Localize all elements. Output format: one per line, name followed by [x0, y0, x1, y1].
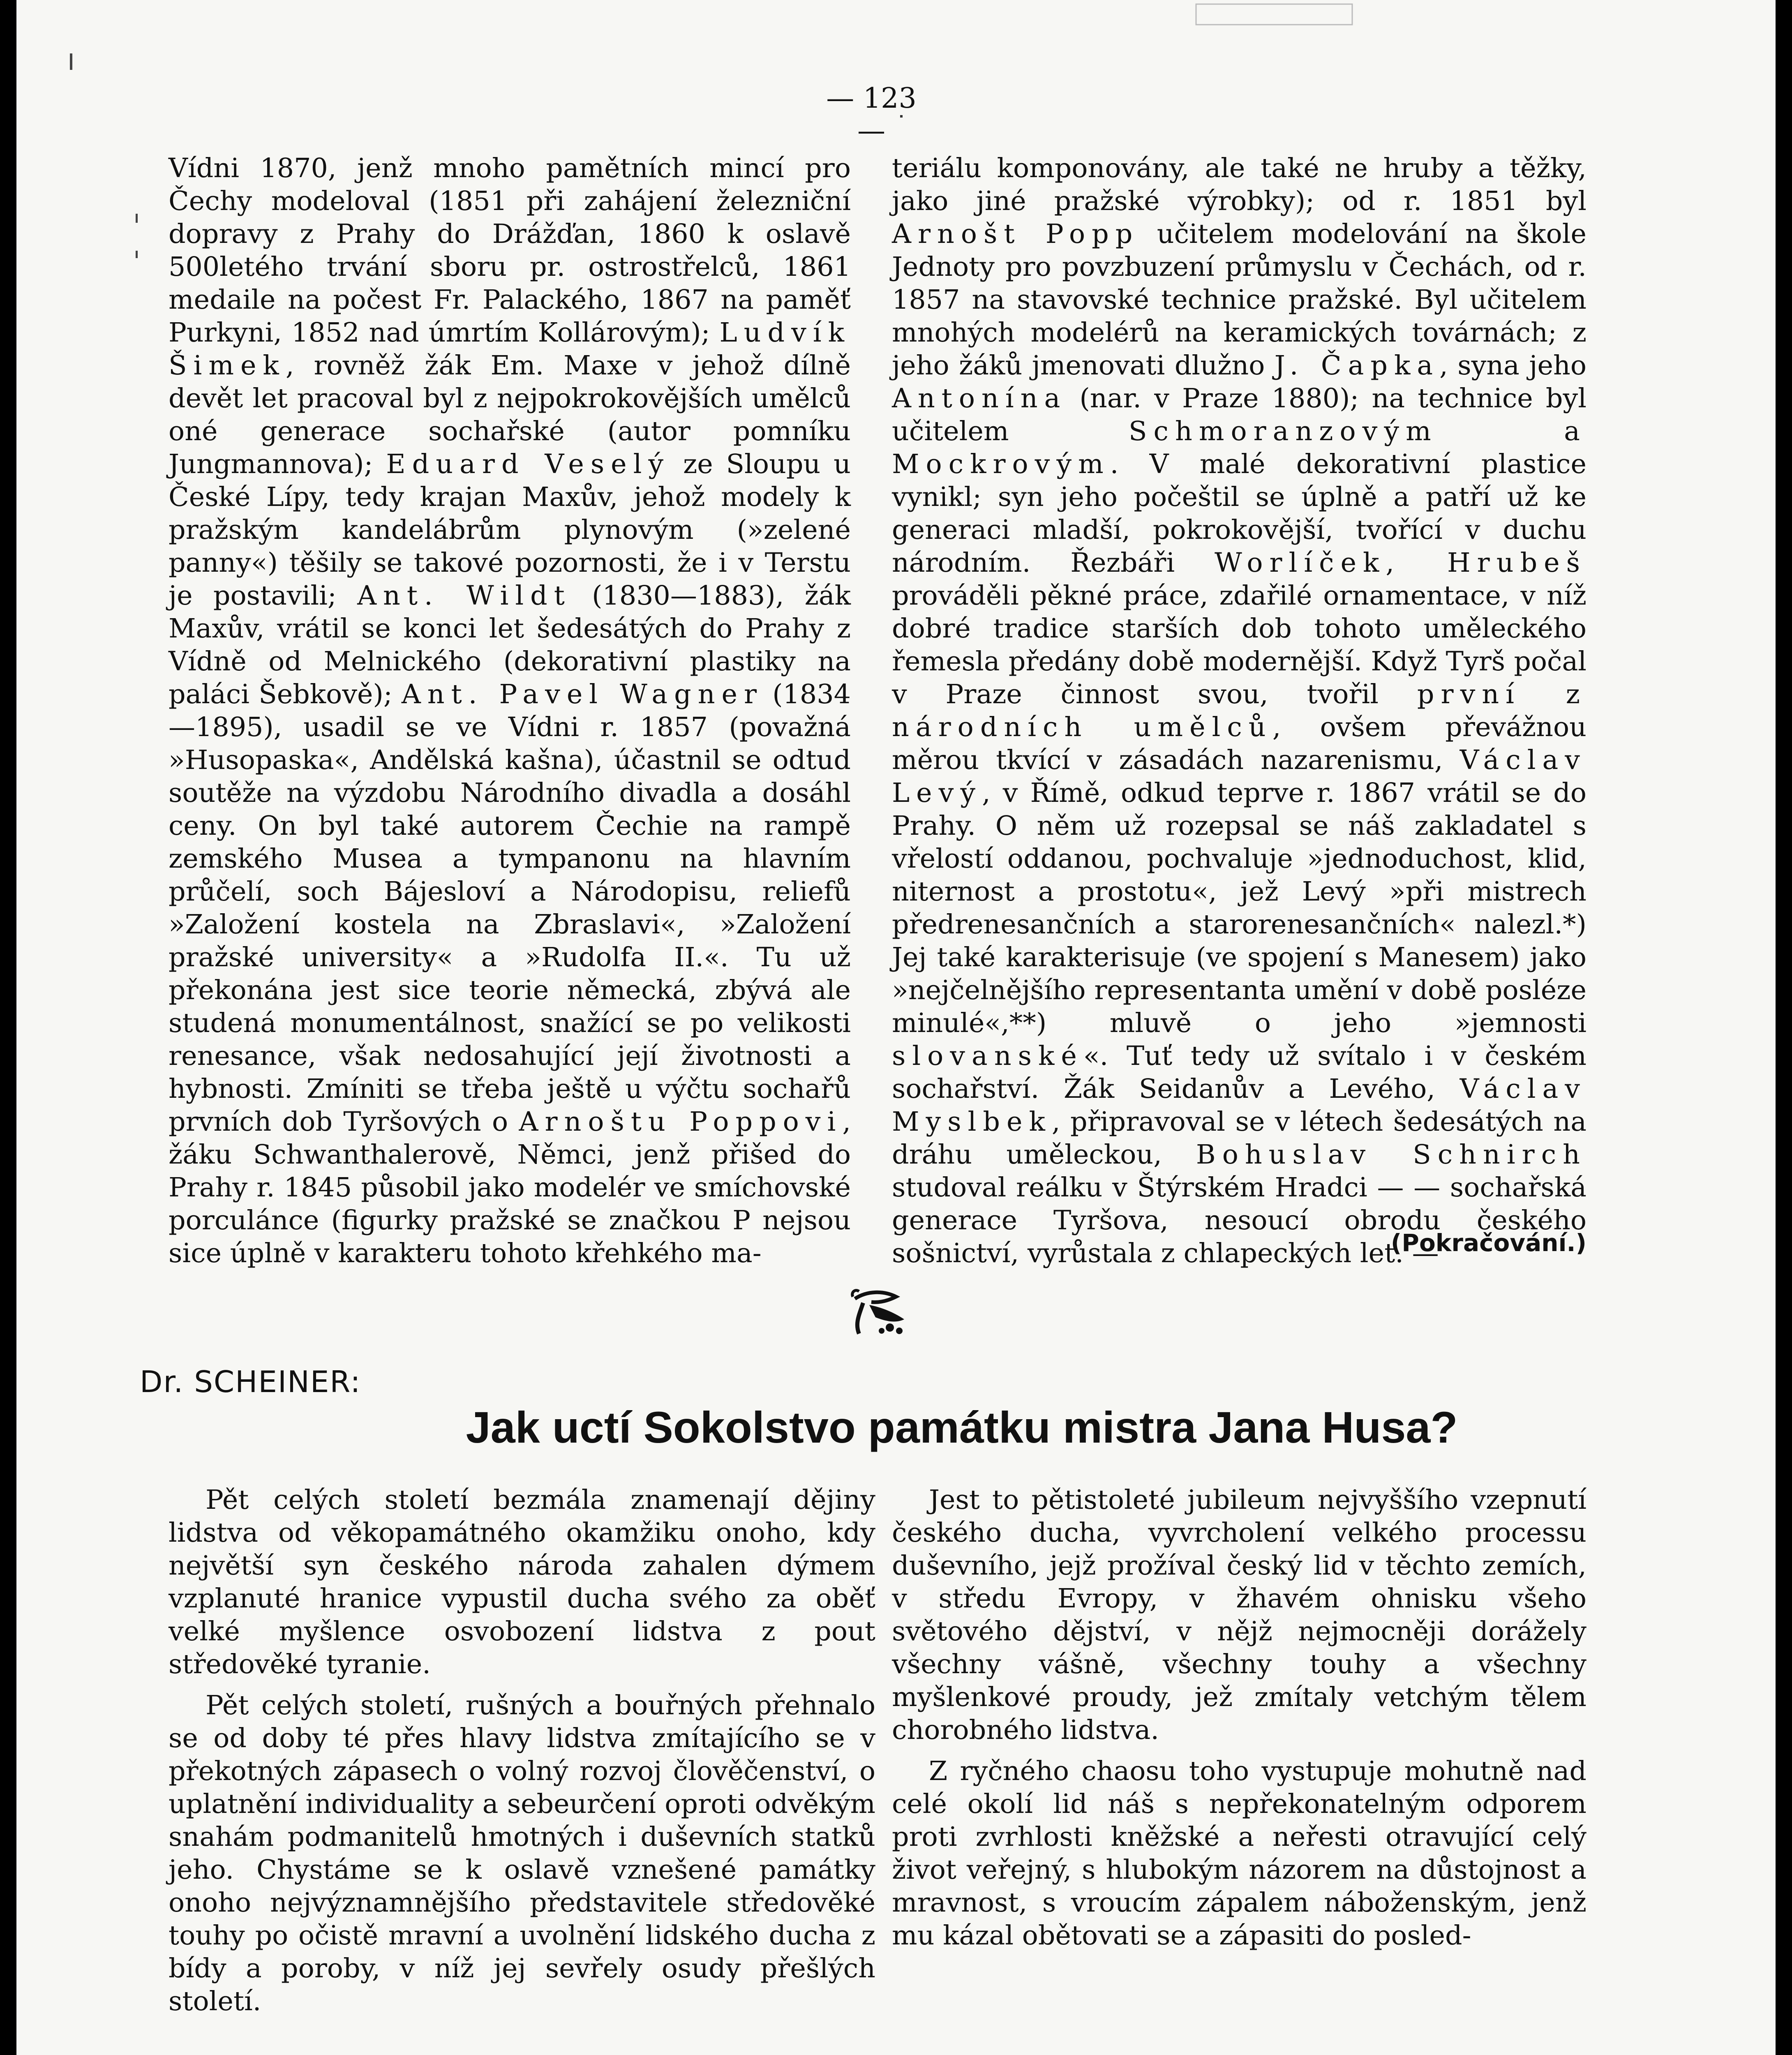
- text-run: ze Sloupu u České Lípy, tedy krajan Maxův, jehož modely k pražským kandelábrům plynovým (»zelené panny«) těšily se takové pozornosti, že i v Terstu je postavili;: [169, 449, 851, 611]
- spaced-name: slovanské: [892, 1041, 1083, 1071]
- text-run: (1834—1895), usadil se ve Vídni r. 1857 (považná »Husopaska«, Andělská kašna), účastnil se odtud soutěže na výzdobu Národního divadla a dosáhl ceny. On byl také autorem Čechie na rampě zemského Musea a tympanonu na hlavním průčelí, soch Bájesloví a Národopisu, reliefů »Založení kostela na Zbraslavi«, »Založení pražské university« a »Rudolfa II.«. Tu už překonána jest sice teorie německá, zbývá ale studená monumentálnost, snažící se po velikosti renesance, však nedosahující její životnosti a hybnosti. Zmíniti se třeba ještě u výčtu sochařů prvních dob Tyršových o: [169, 679, 851, 1137]
- text-run: studoval reálku v Štýrském Hradci — — sochařská generace Tyršova, nesoucí obrodu českého sošnictví, vyrůstala z chlapeckých let. —: [892, 1172, 1586, 1269]
- article1-right-paragraph: [892, 152, 1586, 1270]
- text-run: , v Římě, odkud teprve r. 1867 vrátil se do Prahy. O něm už rozepsal se náš zakladatel s vřelostí oddanou, pochvaluje »jednoduchost, klid, niternost a prostotu«, jež Levý »při mistrech předrenesančních a starorenesančních« nalezl.*) Jej také karakterisuje (ve spojení s Manesem) jako »nejčelnějšího representanta umění v době posléze minulé«,**) mluvě o jeho »jemnosti: [892, 778, 1586, 1039]
- page-number: — 123 —: [826, 82, 917, 147]
- paragraph: Z ryčného chaosu toho vystupuje mohutně nad celé okolí lid náš s nepřekonatelným odporem proti zvrhlosti kněžské a neřesti otravující celý život veřejný, s hlubokým názorem na důstojnost a mravnost, s vroucím zápalem náboženským, jenž mu kázal obětovati se a zápasiti do posled-: [892, 1756, 1586, 1951]
- spaced-name: Arnošt Popp: [892, 219, 1139, 249]
- spaced-name: první z národních umělců: [892, 679, 1586, 743]
- spaced-name: Václav Levý: [892, 745, 1586, 808]
- spaced-name: Václav Myslbek: [892, 1074, 1586, 1137]
- text-run: , připravoval se v létech šedesátých na dráhu uměleckou,: [892, 1106, 1586, 1170]
- article2-column-left: [169, 1484, 875, 2026]
- spaced-name: Ludvík Šimek: [169, 317, 851, 381]
- text-run: , rovněž žák Em. Maxe v jehož dílně devět let pracoval byl z nejpokrokovějších umělců oné generace sochařské (autor pomníku Jungmannova);: [169, 350, 851, 480]
- spaced-name: Bohuslav Schnirch: [1196, 1139, 1586, 1170]
- article-title: Jak uctí Sokolstvo památku mistra Jana Husa?: [466, 1402, 1458, 1452]
- article-author: Dr. SCHEINER:: [140, 1365, 361, 1399]
- spaced-name: Ant. Wildt: [357, 580, 571, 611]
- text-run: , syna jeho: [1439, 350, 1586, 381]
- article1-left-paragraph: [169, 152, 851, 1270]
- floral-ornament-icon: [847, 1282, 912, 1340]
- spaced-name: Worlíček, Hrubeš: [1214, 547, 1586, 578]
- spaced-name: Ant. Pavel Wagner: [401, 679, 764, 710]
- spaced-name: J. Čapka: [1274, 350, 1440, 381]
- text-run: , ovšem převážnou měrou tkvící v zásadách nazarenismu,: [892, 712, 1587, 776]
- text-run: «. Tuť tedy už svítalo i v českém sochařství. Žák Seidanův a Levého,: [892, 1041, 1586, 1104]
- paragraph: Pět celých století, rušných a bouřných přehnalo se od doby té přes hlavy lidstva zmítajícího se v překotných zápasech o volný rozvoj člověčenství, o uplatnění individuality a sebeurčení oproti odvěkým snahám podmanitelů hmotných i duševních statků jeho. Chystáme se k oslavě vznešené památky onoho nejvýznamnějšího představitele středověké touhy po očistě mravní a uvolnění lidského ducha z bídy a poroby, v níž jej sevřely osudy přešlých století.: [169, 1690, 875, 2017]
- document-page: [16, 0, 1776, 2055]
- text-run: (nar. v Praze 1880); na technice byl učitelem: [892, 383, 1586, 447]
- article1-column-right: [892, 152, 1586, 1270]
- spaced-name: Antonína: [892, 383, 1067, 414]
- spaced-name: Eduard Veselý: [386, 449, 670, 480]
- spaced-name: Arnoštu Poppovi: [519, 1106, 843, 1137]
- text-run: učitelem modelování na škole Jednoty pro povzbuzení průmyslu v Čechách, od r. 1857 na stavovské technice pražské. Byl učitelem mnohých modelérů na keramických továrnách; z jeho žáků jmenovati dlužno: [892, 219, 1586, 381]
- continued-note: (Pokračování.): [1390, 1229, 1586, 1257]
- text-run: (1830—1883), žák Maxův, vrátil se konci let šedesátých do Prahy z Vídně od Melnického (dekorativní plastiky na paláci Šebkově);: [169, 580, 851, 710]
- article1-column-left: [169, 152, 851, 1270]
- article2-column-right: [892, 1484, 1586, 1960]
- text-run: , žáku Schwanthalerově, Němci, jenž přišed do Prahy r. 1845 působil jako modelér ve smíchovské porculánce (figurky pražské se značkou P nejsou sice úplně v karakteru tohoto křehkého ma-: [169, 1106, 851, 1269]
- text-run: prováděli pěkné práce, zdařilé ornamentace, v níž dobré tradice starších dob tohoto uměleckého řemesla předány době modernější. Když Tyrš počal v Praze činnost svou, tvořil: [892, 580, 1586, 710]
- spaced-name: Schmoranzovým a Mockrovým: [892, 416, 1586, 480]
- paragraph: Jest to pětistoleté jubileum nejvyššího vzepnutí českého ducha, vyvrcholení velkého processu duševního, jejž prožíval český lid v těchto zemích, v středu Evropy, v žhavém ohnisku všeho světového dějství, v nějž nejmocněji dorážely všechny vášně, všechny touhy a všechny myšlenkové proudy, jež zmítaly vetchým tělem chorobného lidstva.: [892, 1485, 1586, 1746]
- text-run: . V malé dekorativní plastice vynikl; syn jeho počeštil se úplně a patří už ke generaci mladší, pokrokovější, tvořící v duchu národním. Řezbáři: [892, 449, 1586, 578]
- text-run: Vídni 1870, jenž mnoho pamětních mincí pro Čechy modeloval (1851 při zahájení železniční dopravy z Prahy do Drážďan, 1860 k oslavě 500letého trvání sboru pr. ostrostřelců, 1861 medaile na počest Fr. Palackého, 1867 na paměť Purkyni, 1852 nad úmrtím Kollárovým);: [169, 153, 851, 348]
- text-run: teriálu komponovány, ale také ne hruby a těžky, jako jiné pražské výrobky); od r. 1851 byl: [892, 153, 1586, 217]
- paragraph: Pět celých století bezmála znamenají dějiny lidstva od věkopamátného okamžiku onoho, kdy největší syn českého národa zahalen dýmem vzplanuté hranice vypustil ducha svého za oběť velké myšlence osvobození lidstva z pout středověké tyranie.: [169, 1485, 875, 1680]
